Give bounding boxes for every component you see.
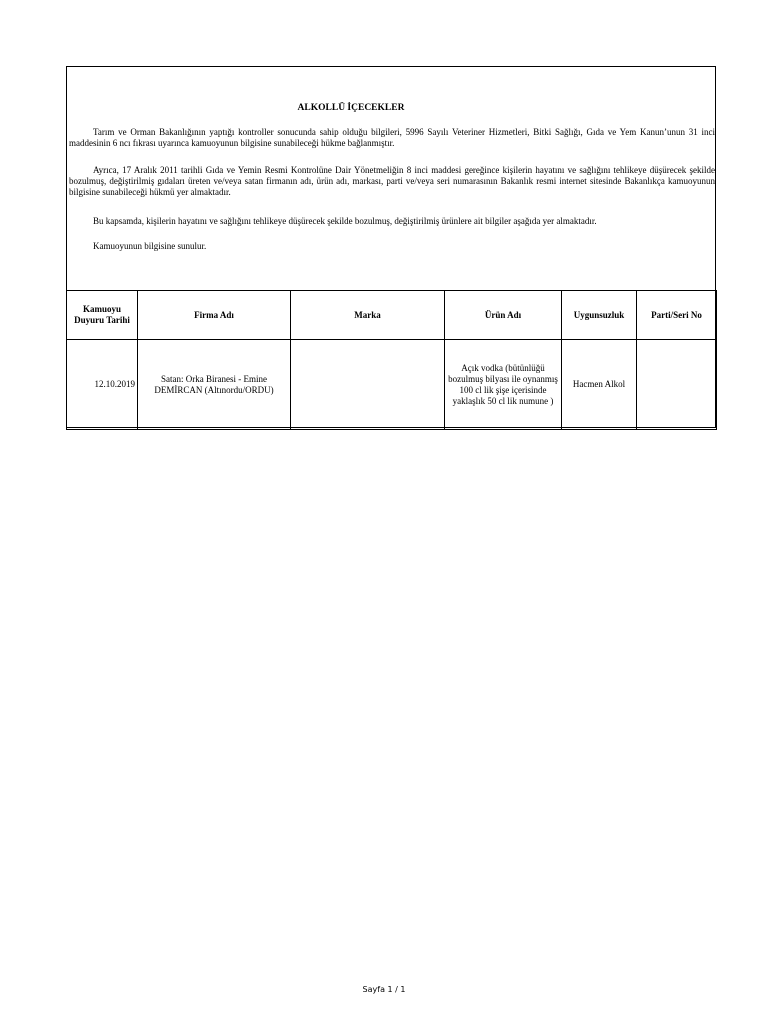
cell-batch [637,340,717,430]
products-table [66,290,717,430]
cell-firm: Satan: Orka Biranesi - Emine DEMİRCAN (Altınordu/ORDU) [138,340,291,430]
header-batch: Parti/Seri No [637,291,717,340]
header-firm: Firma Adı [138,291,291,340]
cell-brand [291,340,445,430]
cell-issue: Hacmen Alkol [562,340,637,430]
cell-product: Açık vodka (bütünlüğü bozulmuş bilyası ile oynanmış 100 cl lik şişe içerisinde yaklaşlık 50 cl lik numune ) [445,340,562,430]
table-row [67,340,717,430]
table-header-row [67,291,717,340]
page-number: Sayfa 1 / 1 [362,985,406,994]
document-frame [66,66,716,428]
header-product: Ürün Adı [445,291,562,340]
notice-paragraph-regulation: Ayrıca, 17 Aralık 2011 tarihli Gıda ve Yemin Resmi Kontrolüne Dair Yönetmeliğin 8 inci maddesi gereğince kişilerin hayatını ve sağlığını tehlikeye düşürecek şekilde bozulmuş, değiştirilmiş gıdaları üreten ve/veya satan firmanın adı, ürün adı, markası, parti ve/veya seri numarasının Bakanlık resmi internet sitesinde Bakanlıkça kamuoyunun bilgisine sunabileceği hükmü yer almaktadır. [69,165,715,197]
cell-date: 12.10.2019 [67,340,138,430]
notice-paragraph-scope: Bu kapsamda, kişilerin hayatını ve sağlığını tehlikeye düşürecek şekilde bozulmuş, değiştirilmiş ürünlere ait bilgiler aşağıda yer almaktadır. [93,216,597,226]
notice-paragraph-law: Tarım ve Orman Bakanlığının yaptığı kontroller sonucunda sahip olduğu bilgileri, 5996 Sayılı Veteriner Hizmetleri, Bitki Sağlığı, Gıda ve Yem Kanun’unun 31 inci maddesinin 6 ncı fıkrası uyarınca kamuoyunun bilgisine sunabileceği hükme bağlanmıştır. [69,127,715,148]
notice-title: ALKOLLÜ İÇECEKLER [297,103,405,113]
notice-paragraph-closing: Kamuoyunun bilgisine sunulur. [93,241,207,251]
header-issue: Uygunsuzluk [562,291,637,340]
header-date: Kamuoyu Duyuru Tarihi [67,291,138,340]
notice-section [67,67,715,290]
header-brand: Marka [291,291,445,340]
